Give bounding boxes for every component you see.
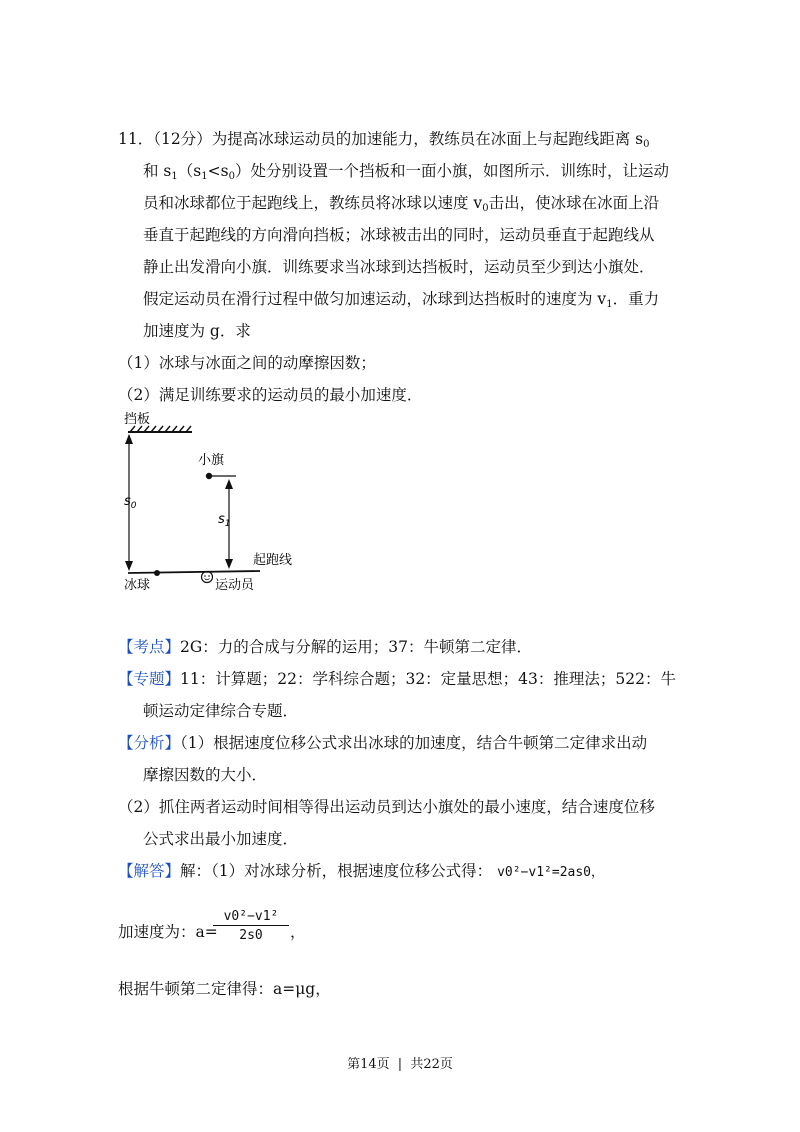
- fraction-numerator: v0²−v1²: [213, 909, 289, 926]
- s0-arrow-down-head: [125, 561, 133, 571]
- zhuanti-line-2: 顿运动定律综合专题．: [143, 702, 299, 720]
- problem-line-4: 垂直于起跑线的方向滑向挡板；冰球被击出的同时，运动员垂直于起跑线从: [143, 226, 655, 244]
- page-footer: [0, 1053, 800, 1072]
- kaodian-line: 【考点】2G：力的合成与分解的运用；37：牛顿第二定律．: [118, 638, 532, 656]
- jieda-tag: 【解答】: [118, 862, 181, 880]
- s0-arrow-up-head: [125, 434, 133, 444]
- puck-label: 冰球: [124, 578, 151, 593]
- problem-line-1: 11．（12分）为提高冰球运动员的加速能力，教练员在冰面上与起跑线距离 $s_0$: [118, 130, 650, 150]
- footer-separator: |: [397, 1057, 403, 1072]
- s1-label: $s_1$: [218, 512, 231, 529]
- zhuanti-tag: 【专题】: [118, 670, 181, 688]
- start-line: [128, 571, 260, 573]
- zhuanti-line-1: 【专题】11：计算题；22：学科综合题；32：定量思想；43：推理法；522：牛: [118, 670, 676, 688]
- problem-line-6: 假定运动员在滑行过程中做匀加速运动，冰球到达挡板时的速度为 $v_1$．重力: [143, 290, 660, 310]
- problem-number: 11．: [118, 130, 154, 148]
- fraction-tail: ，: [290, 923, 306, 941]
- problem-line-2: 和 $s_1(s_1<s_0)$处分别设置一个挡板和一面小旗，如图所示．训练时，让运动: [143, 162, 669, 182]
- acceleration-fraction: [213, 909, 289, 943]
- fenxi-line-4: 公式求出最小加速度．: [143, 830, 299, 848]
- start-line-label: 起跑线: [253, 553, 293, 568]
- accel-label: 加速度为：a=: [118, 923, 218, 941]
- question-1: （1）冰球与冰面之间的动摩擦因数；: [118, 354, 376, 372]
- figure-diagram: [110, 405, 310, 595]
- s0-label: $s_0$: [124, 494, 137, 511]
- newton-line: 根据牛顿第二定律得：a=μg，: [118, 980, 331, 998]
- fenxi-line-2: 摩擦因数的大小．: [143, 766, 268, 784]
- s1-arrow-down-head: [225, 559, 233, 569]
- problem-line-5: 静止出发滑向小旗．训练要求当冰球到达挡板时，运动员至少到达小旗处．: [143, 258, 655, 276]
- fenxi-line-3: （2）抓住两者运动时间相等得出运动员到达小旗处的最小速度，结合速度位移: [118, 798, 655, 816]
- baffle-label: 挡板: [124, 412, 151, 427]
- fraction-denominator: 2s0: [239, 928, 263, 943]
- s1-arrow-up-head: [225, 479, 233, 489]
- page-number: 第14页: [347, 1057, 390, 1072]
- jieda-line-1: 【解答】解：（1）对冰球分析，根据速度位移公式得： v0²−v1²=2as0，: [118, 862, 604, 880]
- fenxi-line-1: 【分析】（1）根据速度位移公式求出冰球的加速度，结合牛顿第二定律求出动: [118, 734, 648, 752]
- page-total: 共22页: [410, 1057, 453, 1072]
- puck-dot: [154, 570, 160, 576]
- problem-line-7: 加速度为 g．求: [143, 322, 251, 340]
- athlete-label: 运动员: [215, 578, 255, 593]
- problem-line-3: 员和冰球都位于起跑线上，教练员将冰球以速度 $v_0$击出，使冰球在冰面上沿: [143, 194, 660, 214]
- fenxi-tag: 【分析】: [118, 734, 181, 752]
- question-2: （2）满足训练要求的运动员的最小加速度．: [118, 386, 423, 404]
- kaodian-tag: 【考点】: [118, 638, 181, 656]
- flag-label: 小旗: [198, 453, 225, 468]
- equation-1: v0²−v1²=2as0，: [497, 865, 604, 880]
- athlete-icon: [202, 572, 213, 583]
